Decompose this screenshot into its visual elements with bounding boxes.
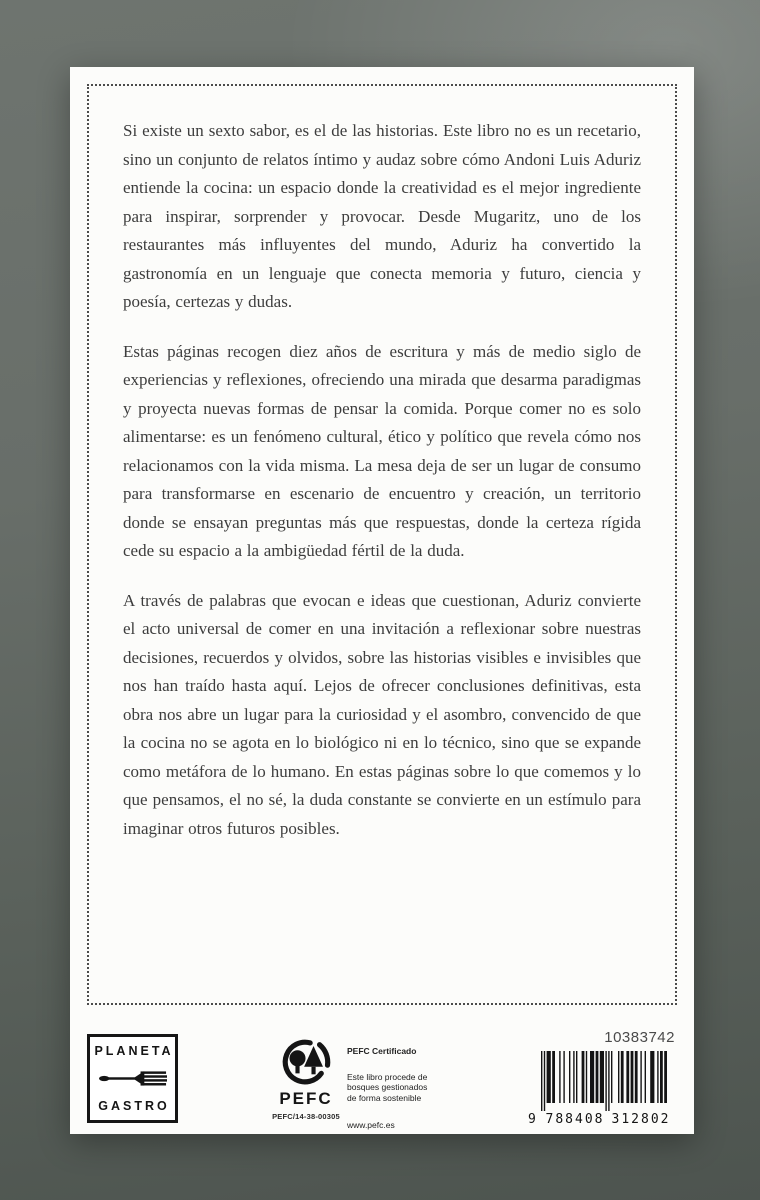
- blurb-paragraph-3: A través de palabras que evocan e ideas que cuestionan, Aduriz convierte el acto universal de comer en una invitación a reflexionar sobre nuestras decisiones, recuerdos y olvidos, sobre las historias visibles e invisibles que nos han traído hasta aquí. Lejos de ofrecer conclusiones definitivas, esta obra nos abre un lugar para la curiosidad y el asombro, convencido de que la cocina no se agota en lo biológico ni en lo técnico, sino que se expande como metáfora de lo humano. En estas páginas sobre lo que comemos y lo que pensamos, el no sé, la duda constante se convierte en un estímulo para imaginar otros futuros posibles.: [123, 590, 641, 838]
- pefc-description: [347, 1072, 459, 1104]
- pefc-website: www.pefc.es: [347, 1120, 395, 1130]
- barcode-reference-number: 10383742: [604, 1029, 675, 1046]
- barcode-digits-right: 312802: [611, 1112, 671, 1127]
- pefc-license-code: PEFC/14-38-00305: [272, 1112, 340, 1121]
- pefc-description-line: bosques gestionados: [347, 1082, 428, 1092]
- barcode-block: [528, 1029, 676, 1127]
- book-back-cover: [70, 67, 694, 1134]
- pefc-description-line: de forma sostenible: [347, 1092, 422, 1103]
- pefc-certified-label: PEFC Certificado: [347, 1046, 417, 1056]
- planeta-gastro-logo: [87, 1034, 178, 1123]
- pefc-logo-block: [264, 1038, 348, 1121]
- barcode-digits-left: 788408: [545, 1112, 605, 1127]
- pefc-trees-icon: [264, 1038, 348, 1088]
- planeta-logo-top-text: PLANETA: [94, 1044, 174, 1058]
- pefc-certification-text: [347, 1046, 459, 1131]
- dotted-border-frame: [87, 84, 677, 1005]
- pefc-logo-name: PEFC: [279, 1089, 333, 1108]
- barcode-digits: [528, 1112, 676, 1127]
- planeta-logo-bottom-text: GASTRO: [98, 1099, 170, 1113]
- blurb-paragraph-1: Si existe un sexto sabor, es el de las historias. Este libro no es un recetario, sino un conjunto de relatos íntimo y audaz sobre cómo Andoni Luis Aduriz entiende la cocina: un espacio donde la creatividad es el mejor ingrediente para inspirar, sorprender y provocar. Desde Mugaritz, uno de los restaurantes más influyentes del mundo, Aduriz ha convertido la gastronomía en un lenguaje que conecta memoria y futuro, ciencia y poesía, certezas y dudas.: [123, 121, 641, 311]
- barcode-digit-lead: 9: [528, 1112, 536, 1127]
- ean13-barcode: [541, 1051, 674, 1111]
- blurb-paragraph-2: Estas páginas recogen diez años de escritura y más de medio siglo de experiencias y reflexiones, ofreciendo una mirada que desarma paradigmas y proyecta nuevas formas de pensar la comida. Porque comer no es solo alimentarse: es un fenómeno cultural, ético y político que revela cómo nos relacionamos con la vida misma. La mesa deja de ser un lugar de consumo para transformarse en escenario de encuentro y creación, un territorio donde se ensayan preguntas más que respuestas, donde la certeza rígida cede su espacio a la ambigüedad fértil de la duda.: [123, 341, 641, 560]
- pefc-description-line: Este libro procede de: [347, 1071, 428, 1082]
- fork-icon: [97, 1070, 169, 1087]
